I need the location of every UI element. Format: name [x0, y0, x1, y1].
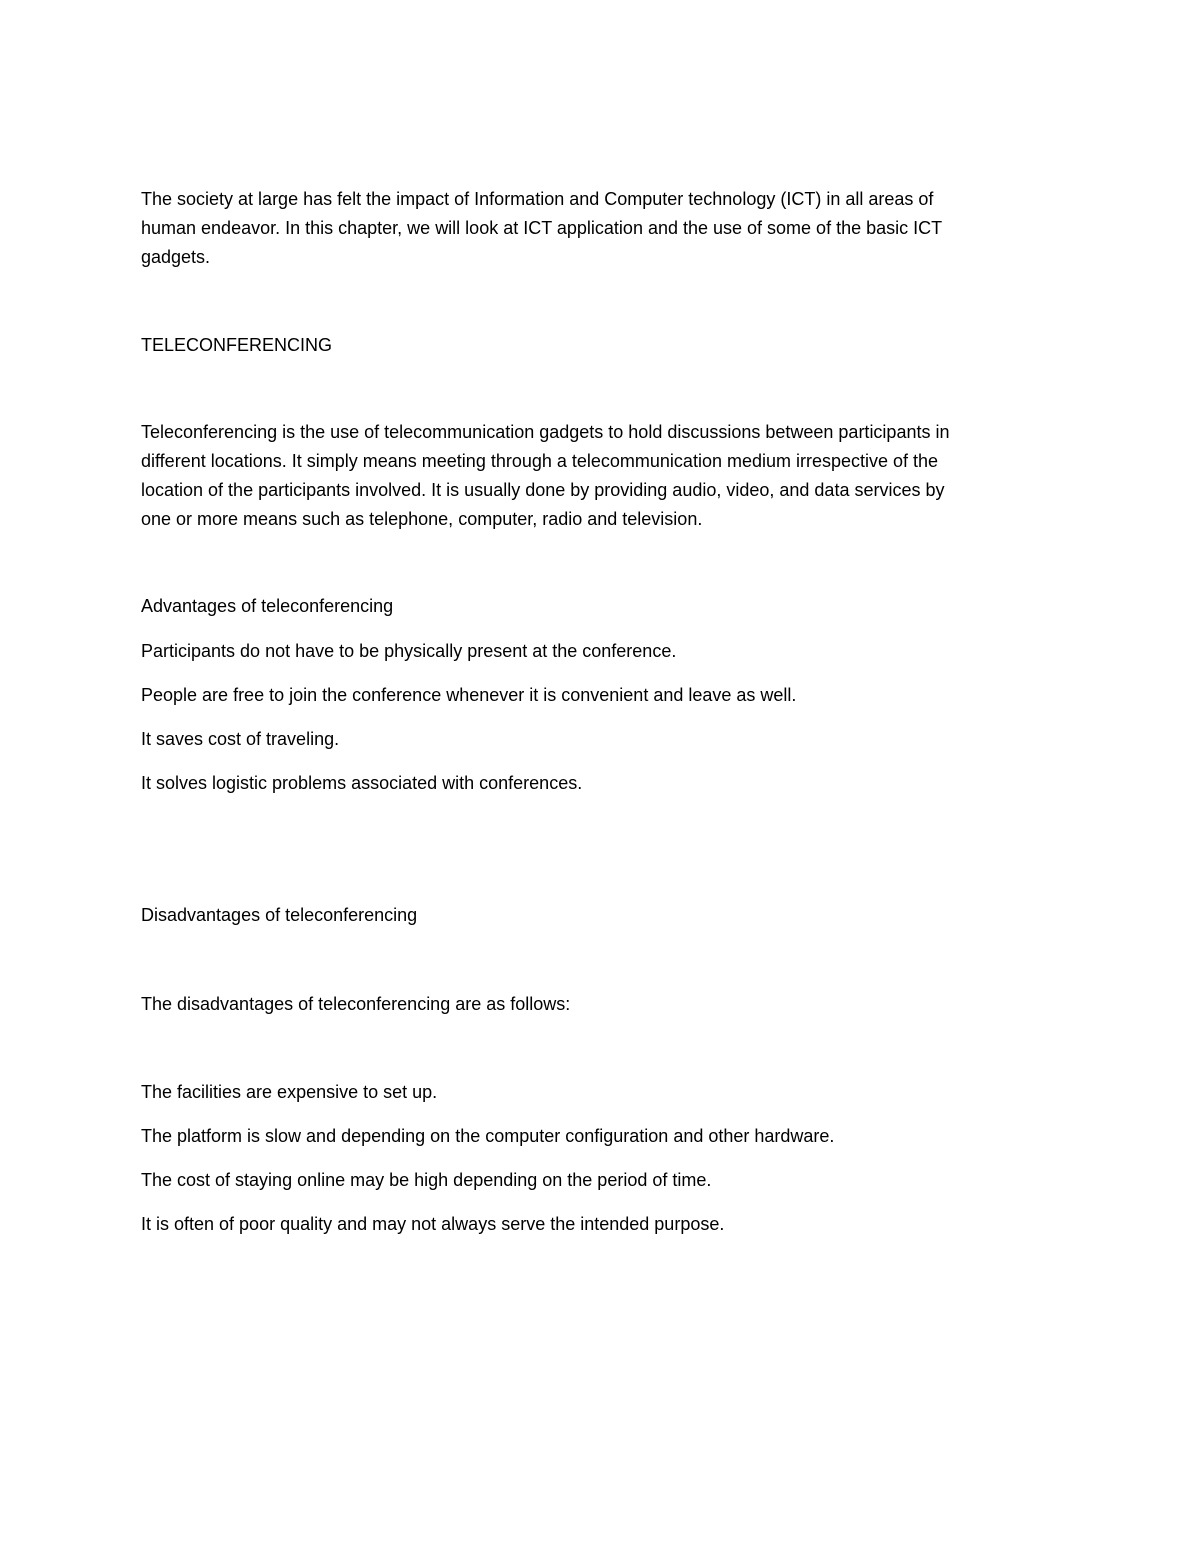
section-title: TELECONFERENCING	[141, 335, 333, 355]
intro-line-1: The society at large has felt the impact of Information and Computer technology (ICT) in all areas of	[141, 189, 934, 209]
disadvantage-item-4: It is often of poor quality and may not always serve the intended purpose.	[141, 1214, 725, 1234]
advantage-item-4: It solves logistic problems associated with conferences.	[141, 773, 583, 793]
intro-line-2: human endeavor. In this chapter, we will look at ICT application and the use of some of the basic ICT	[141, 218, 943, 238]
definition-line-3: location of the participants involved. It is usually done by providing audio, video, and data services by	[141, 480, 945, 500]
disadvantages-intro: The disadvantages of teleconferencing are as follows:	[141, 994, 571, 1014]
disadvantages-heading: Disadvantages of teleconferencing	[141, 905, 418, 925]
disadvantage-item-3: The cost of staying online may be high depending on the period of time.	[141, 1170, 712, 1190]
advantage-item-3: It saves cost of traveling.	[141, 729, 340, 749]
definition-line-2: different locations. It simply means meeting through a telecommunication medium irrespective of the	[141, 451, 939, 471]
advantages-heading: Advantages of teleconferencing	[141, 596, 394, 616]
intro-line-3: gadgets.	[141, 247, 211, 267]
definition-line-4: one or more means such as telephone, computer, radio and television.	[141, 509, 703, 529]
disadvantage-item-1: The facilities are expensive to set up.	[141, 1082, 438, 1102]
definition-line-1: Teleconferencing is the use of telecommunication gadgets to hold discussions between participants in	[141, 422, 950, 442]
advantage-item-2: People are free to join the conference whenever it is convenient and leave as well.	[141, 685, 797, 705]
disadvantage-item-2: The platform is slow and depending on the computer configuration and other hardware.	[141, 1126, 835, 1146]
advantage-item-1: Participants do not have to be physically present at the conference.	[141, 641, 677, 661]
